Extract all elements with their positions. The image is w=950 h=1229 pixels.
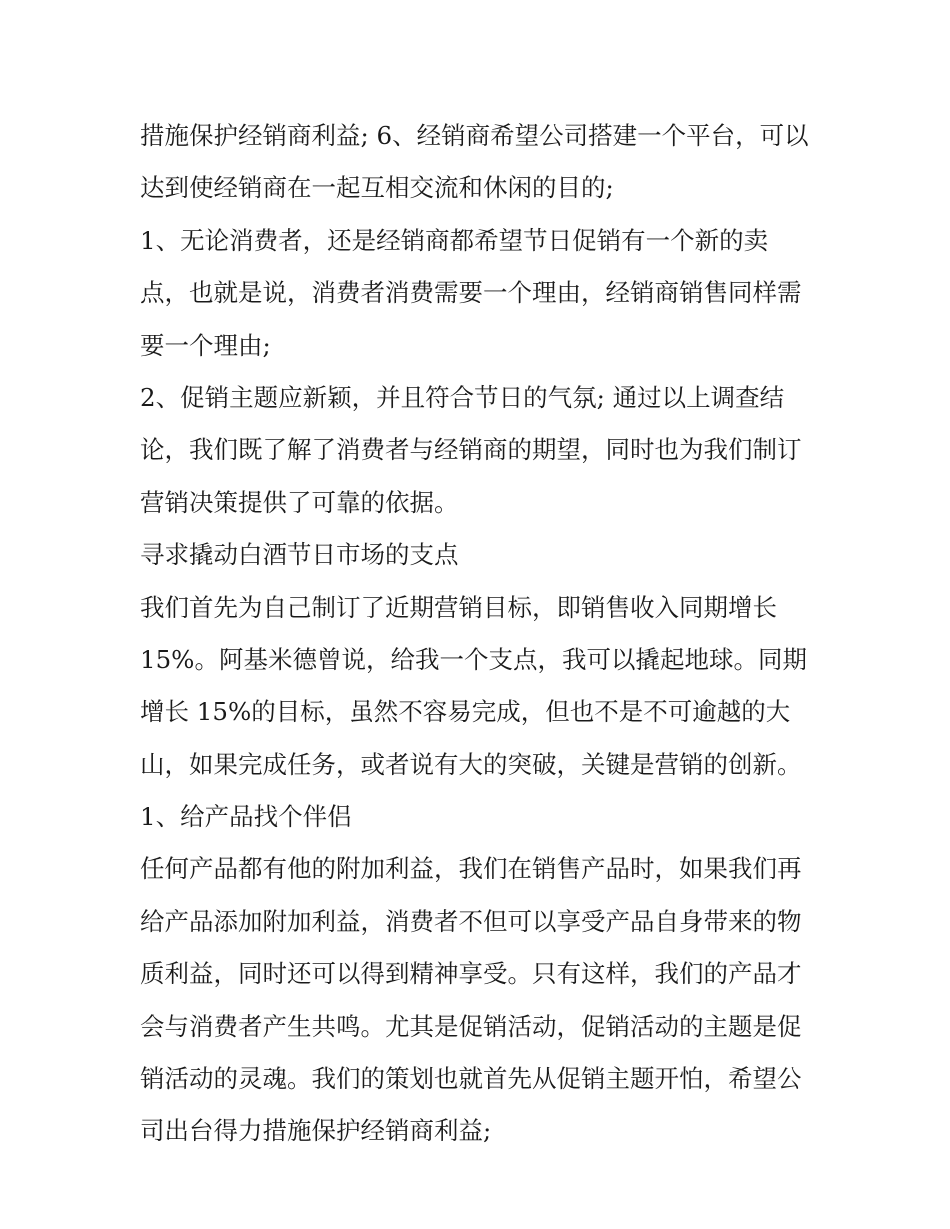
text-line: 要一个理由;	[140, 330, 271, 360]
section-heading: 寻求撬动白酒节日市场的支点	[140, 540, 459, 570]
document-body	[140, 110, 820, 1158]
text-line: 我们首先为自己制订了近期营销目标，即销售收入同期增长	[140, 592, 777, 622]
text-line: 2、促销主题应新颖，并且符合节日的气氛; 通过以上调查结	[140, 382, 785, 412]
text-line: 销活动的灵魂。我们的策划也就首先从促销主题开怕，希望公	[140, 1064, 802, 1094]
text-line: 会与消费者产生共鸣。尤其是促销活动，促销活动的主题是促	[140, 1011, 802, 1041]
text-line: 措施保护经销商利益; 6、经销商希望公司搭建一个平台，可以	[140, 121, 809, 150]
text-line: 营销决策提供了可靠的依据。	[140, 487, 459, 517]
text-line: 司出台得力措施保护经销商利益;	[140, 1116, 492, 1146]
text-line: 达到使经销商在一起互相交流和休闲的目的;	[140, 173, 614, 203]
text-line: 15%。阿基米德曾说，给我一个支点，我可以撬起地球。同期	[140, 644, 807, 674]
subsection-heading: 1、给产品找个伴侣	[140, 802, 352, 832]
text-line: 论，我们既了解了消费者与经销商的期望，同时也为我们制订	[140, 435, 802, 465]
text-line: 1、无论消费者，还是经销商都希望节日促销有一个新的卖	[140, 225, 769, 255]
text-line: 点，也就是说，消费者消费需要一个理由，经销商销售同样需	[140, 278, 802, 308]
text-line: 山，如果完成任务，或者说有大的突破，关键是营销的创新。	[140, 749, 802, 779]
text-line: 增长 15%的目标，虽然不容易完成，但也不是不可逾越的大	[140, 697, 791, 727]
text-line: 任何产品都有他的附加利益，我们在销售产品时，如果我们再	[140, 854, 802, 884]
text-line: 质利益，同时还可以得到精神享受。只有这样，我们的产品才	[140, 959, 802, 989]
text-line: 给产品添加附加利益，消费者不但可以享受产品自身带来的物	[140, 906, 802, 936]
